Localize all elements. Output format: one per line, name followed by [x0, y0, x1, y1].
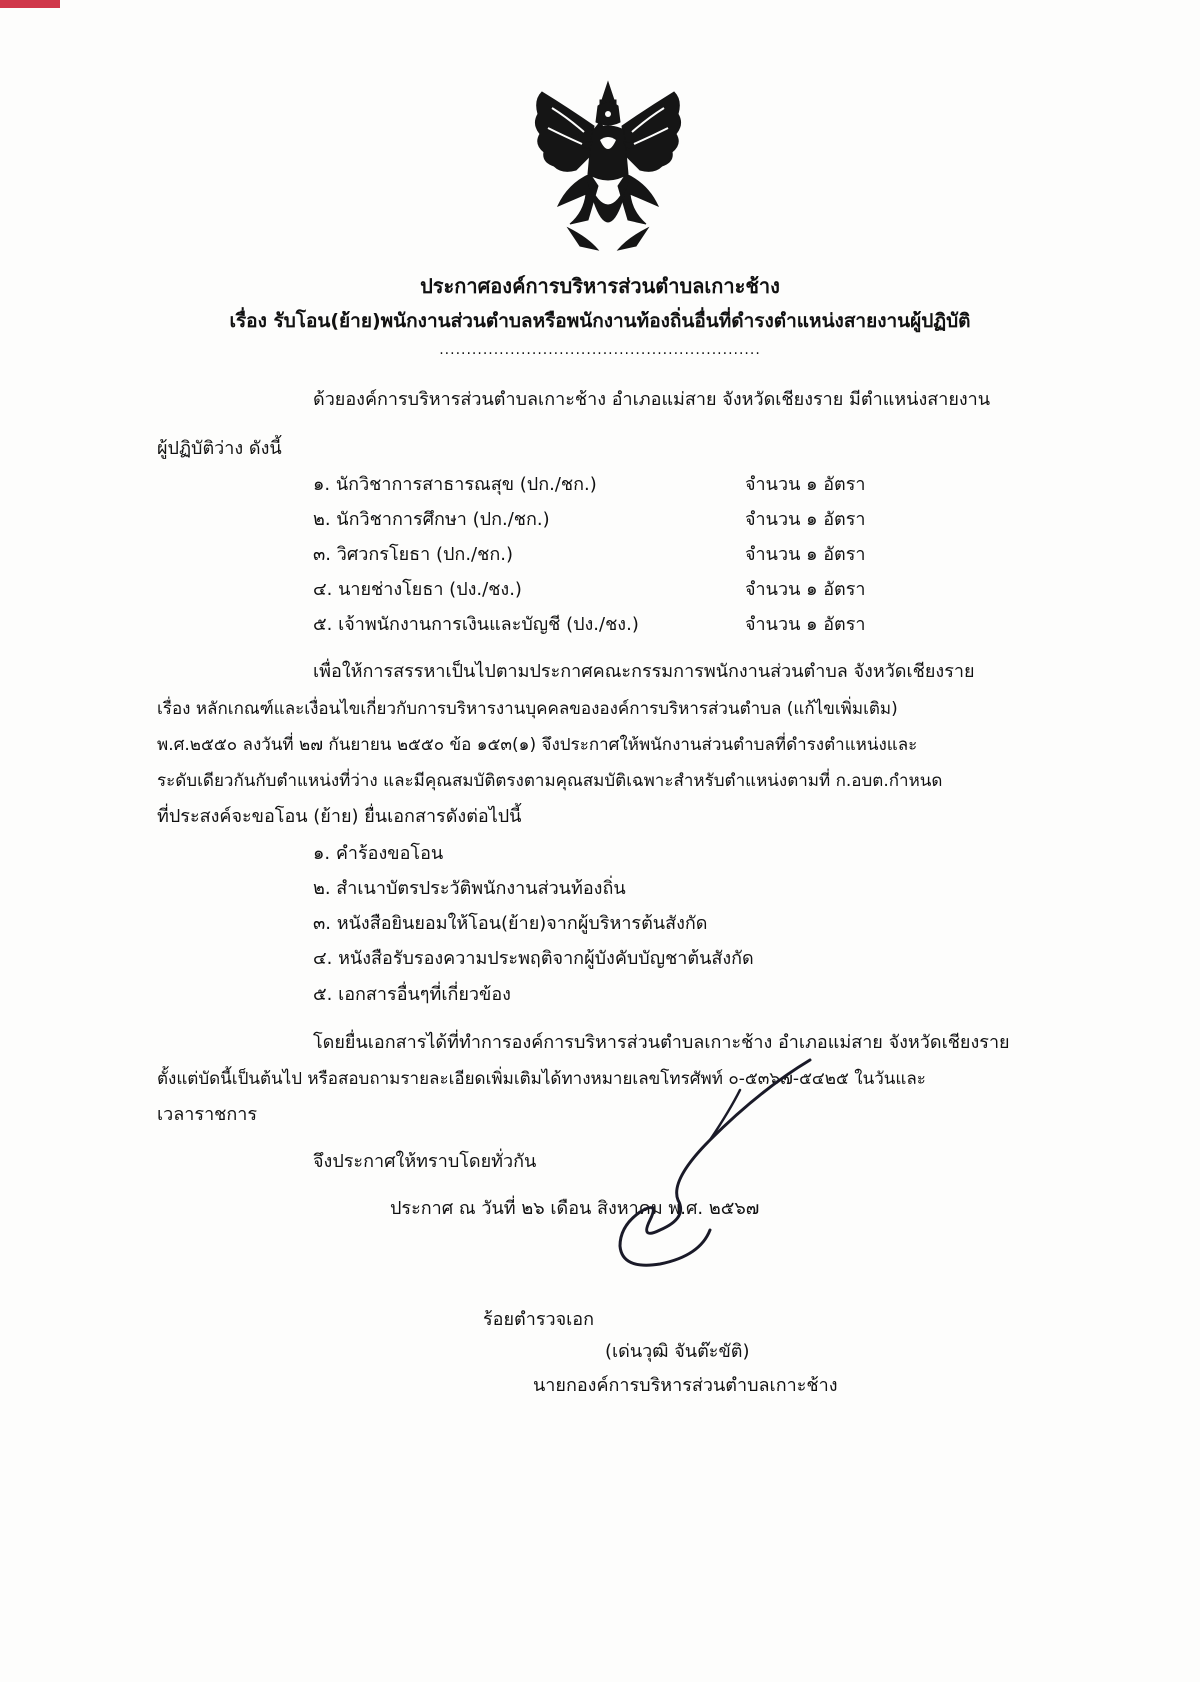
- required-document-item: ๑. คำร้องขอโอน: [313, 843, 444, 864]
- separator-line: ...........................................................: [439, 342, 761, 358]
- signer-rank: ร้อยตำรวจเอก: [483, 1309, 595, 1330]
- vacancy-position: ๒. นักวิชาการศึกษา (ปก./ชก.): [313, 509, 550, 530]
- intro-line-1: ด้วยองค์การบริหารส่วนตำบลเกาะช้าง อำเภอแม่สาย จังหวัดเชียงราย มีตำแหน่งสายงาน: [313, 389, 991, 410]
- signer-name: (เด่นวุฒิ จันต๊ะขัติ): [605, 1341, 750, 1362]
- paragraph-2-line: เพื่อให้การสรรหาเป็นไปตามประกาศคณะกรรมการพนักงานส่วนตำบล จังหวัดเชียงราย: [313, 661, 975, 682]
- vacancy-position: ๑. นักวิชาการสาธารณสุข (ปก./ชก.): [313, 474, 597, 495]
- paragraph-3-line: เวลาราชการ: [157, 1104, 258, 1125]
- garuda-emblem-icon: [528, 78, 688, 254]
- paragraph-2-line: ระดับเดียวกันกับตำแหน่งที่ว่าง และมีคุณสมบัติตรงตามคุณสมบัติเฉพาะสำหรับตำแหน่งตามที่ ก.อบต.กำหนด: [157, 771, 943, 791]
- vacancy-position: ๔. นายช่างโยธา (ปง./ชง.): [313, 579, 522, 600]
- paragraph-2-line: เรื่อง หลักเกณฑ์และเงื่อนไขเกี่ยวกับการบริหารงานบุคคลขององค์การบริหารส่วนตำบล (แก้ไขเพิ่มเติม): [157, 699, 898, 719]
- required-document-item: ๒. สำเนาบัตรประวัติพนักงานส่วนท้องถิ่น: [313, 878, 626, 899]
- vacancy-count: จำนวน ๑ อัตรา: [745, 614, 866, 635]
- paragraph-2-line: ที่ประสงค์จะขอโอน (ย้าย) ยื่นเอกสารดังต่อไปนี้: [157, 806, 522, 827]
- intro-line-2: ผู้ปฏิบัติว่าง ดังนี้: [157, 438, 282, 459]
- date-line: ประกาศ ณ วันที่ ๒๖ เดือน สิงหาคม พ.ศ. ๒๕๖๗: [390, 1198, 760, 1219]
- required-document-item: ๓. หนังสือยินยอมให้โอน(ย้าย)จากผู้บริหารต้นสังกัด: [313, 913, 708, 934]
- paragraph-3-line: ตั้งแต่บัดนี้เป็นต้นไป หรือสอบถามรายละเอียดเพิ่มเติมได้ทางหมายเลขโทรศัพท์ ๐-๕๓๖๗-๕๔๒๕ ในวันและ: [157, 1069, 926, 1089]
- paragraph-3-line: โดยยื่นเอกสารได้ที่ทำการองค์การบริหารส่วนตำบลเกาะช้าง อำเภอแม่สาย จังหวัดเชียงราย: [313, 1032, 1010, 1053]
- document-subject: เรื่อง รับโอน(ย้าย)พนักงานส่วนตำบลหรือพนักงานท้องถิ่นอื่นที่ดำรงตำแหน่งสายงานผู้ปฏิบัติ: [229, 310, 971, 332]
- signer-title: นายกองค์การบริหารส่วนตำบลเกาะช้าง: [533, 1375, 838, 1396]
- required-document-item: ๔. หนังสือรับรองความประพฤติจากผู้บังคับบัญชาต้นสังกัด: [313, 948, 754, 969]
- vacancy-position: ๕. เจ้าพนักงานการเงินและบัญชี (ปง./ชง.): [313, 614, 639, 635]
- vacancy-count: จำนวน ๑ อัตรา: [745, 579, 866, 600]
- vacancy-count: จำนวน ๑ อัตรา: [745, 509, 866, 530]
- paragraph-2-line: พ.ศ.๒๕๕๐ ลงวันที่ ๒๗ กันยายน ๒๕๕๐ ข้อ ๑๕๓(๑) จึงประกาศให้พนักงานส่วนตำบลที่ดำรงตำแหน่งและ: [157, 735, 918, 755]
- announcement-line: จึงประกาศให้ทราบโดยทั่วกัน: [313, 1151, 537, 1172]
- document-title: ประกาศองค์การบริหารส่วนตำบลเกาะช้าง: [420, 274, 780, 298]
- vacancy-count: จำนวน ๑ อัตรา: [745, 544, 866, 565]
- handwritten-signature: [560, 1050, 840, 1310]
- required-document-item: ๕. เอกสารอื่นๆที่เกี่ยวข้อง: [313, 984, 511, 1005]
- vacancy-position: ๓. วิศวกรโยธา (ปก./ชก.): [313, 544, 513, 565]
- vacancy-count: จำนวน ๑ อัตรา: [745, 474, 866, 495]
- red-edge-mark: [0, 0, 60, 8]
